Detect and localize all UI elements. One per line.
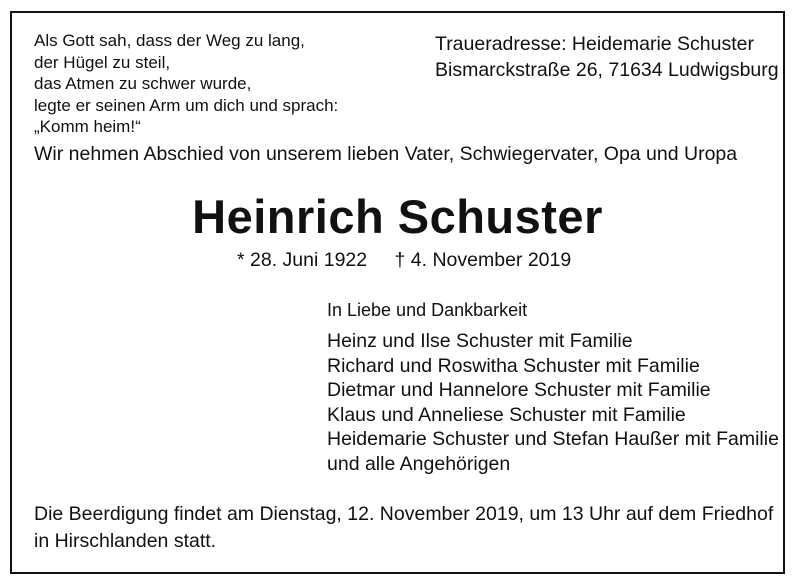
poem-line: legte er seinen Arm um dich und sprach: bbox=[34, 95, 339, 115]
mourner-entry: Heidemarie Schuster und Stefan Haußer mit Familie bbox=[327, 428, 779, 450]
obituary-frame bbox=[10, 11, 785, 574]
mourning-address bbox=[435, 31, 779, 83]
address-line-contact: Traueradresse: Heidemarie Schuster bbox=[435, 33, 754, 55]
deceased-name: Heinrich Schuster bbox=[192, 190, 603, 243]
address-line-street: Bismarckstraße 26, 71634 Ludwigsburg bbox=[435, 59, 779, 81]
mourners-list bbox=[327, 329, 779, 476]
funeral-notice: Die Beerdigung findet am Dienstag, 12. November 2019, um 13 Uhr auf dem Friedhof in Hirschlanden statt. bbox=[34, 503, 774, 552]
mourner-entry: Dietmar und Hannelore Schuster mit Familie bbox=[327, 379, 711, 401]
mourner-entry: und alle Angehörigen bbox=[327, 452, 511, 475]
poem-line: Als Gott sah, dass der Weg zu lang, bbox=[34, 31, 305, 50]
farewell-intro: Wir nehmen Abschied von unserem lieben Vater, Schwiegervater, Opa und Uropa bbox=[34, 143, 738, 165]
poem-line: das Atmen zu schwer wurde, bbox=[34, 74, 252, 93]
mourner-entry: Klaus und Anneliese Schuster mit Familie bbox=[327, 403, 686, 426]
life-dates bbox=[237, 249, 571, 272]
mourner-entry: Richard und Roswitha Schuster mit Familie bbox=[327, 354, 700, 377]
poem-line: „Komm heim!“ bbox=[34, 117, 141, 136]
poem bbox=[34, 30, 338, 138]
mourner-entry: Heinz und Ilse Schuster mit Familie bbox=[327, 330, 633, 352]
poem-line: der Hügel zu steil, bbox=[34, 52, 171, 72]
birth-date: * 28. Juni 1922 bbox=[237, 249, 368, 271]
death-date: † 4. November 2019 bbox=[394, 249, 572, 271]
dedication: In Liebe und Dankbarkeit bbox=[327, 300, 528, 320]
